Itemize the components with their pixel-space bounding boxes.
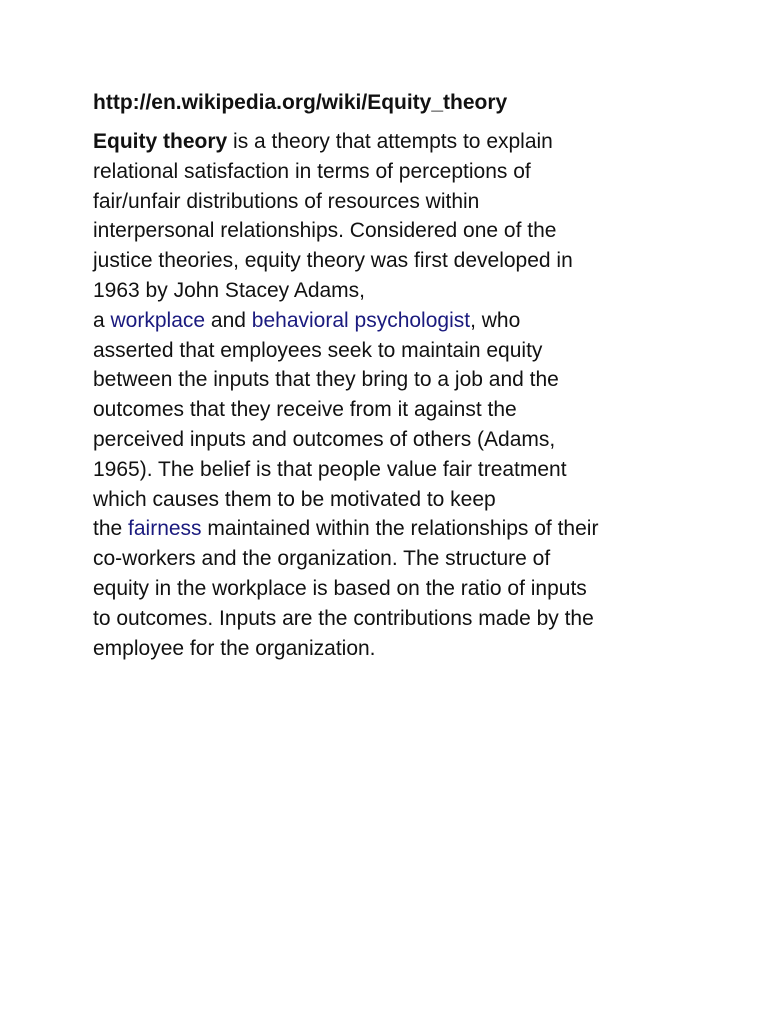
text-line: which causes them to be motivated to keep	[93, 487, 496, 511]
text-line: asserted that employees seek to maintain equity	[93, 338, 543, 362]
text-segment: is a theory that attempts to explain	[227, 130, 553, 153]
text-line: equity in the workplace is based on the ratio of inputs	[93, 576, 587, 600]
text-segment: , who	[470, 308, 521, 332]
fairness-link[interactable]: fairness	[128, 517, 202, 541]
text-line: fair/unfair distributions of resources within	[93, 189, 480, 213]
text-segment: the	[93, 517, 129, 541]
text-segment: maintained within the relationships of their	[201, 517, 599, 541]
source-url: http://en.wikipedia.org/wiki/Equity_theory	[93, 91, 508, 114]
defined-term: Equity theory	[93, 130, 228, 153]
text-segment: a	[93, 308, 111, 332]
text-line	[93, 306, 683, 336]
text-segment: and	[205, 308, 252, 332]
text-line: outcomes that they receive from it against the	[93, 398, 517, 422]
behavioral-psychologist-link[interactable]: behavioral psychologist	[251, 308, 471, 332]
text-line	[93, 514, 683, 544]
text-line: employee for the organization.	[93, 636, 376, 660]
text-line: between the inputs that they bring to a job and the	[93, 368, 559, 392]
text-line: interpersonal relationships. Considered one of the	[93, 219, 557, 243]
text-line: justice theories, equity theory was first developed in	[93, 249, 573, 273]
text-line: to outcomes. Inputs are the contributions made by the	[93, 606, 594, 630]
text-line: co-workers and the organization. The structure of	[93, 547, 551, 571]
article-paragraph	[93, 127, 683, 663]
text-line: 1965). The belief is that people value fair treatment	[93, 457, 567, 481]
workplace-link[interactable]: workplace	[110, 308, 206, 332]
text-line: perceived inputs and outcomes of others (Adams,	[93, 427, 556, 451]
text-line: 1963 by John Stacey Adams,	[93, 278, 366, 302]
text-line	[93, 127, 683, 157]
text-line: relational satisfaction in terms of perceptions of	[93, 159, 531, 183]
